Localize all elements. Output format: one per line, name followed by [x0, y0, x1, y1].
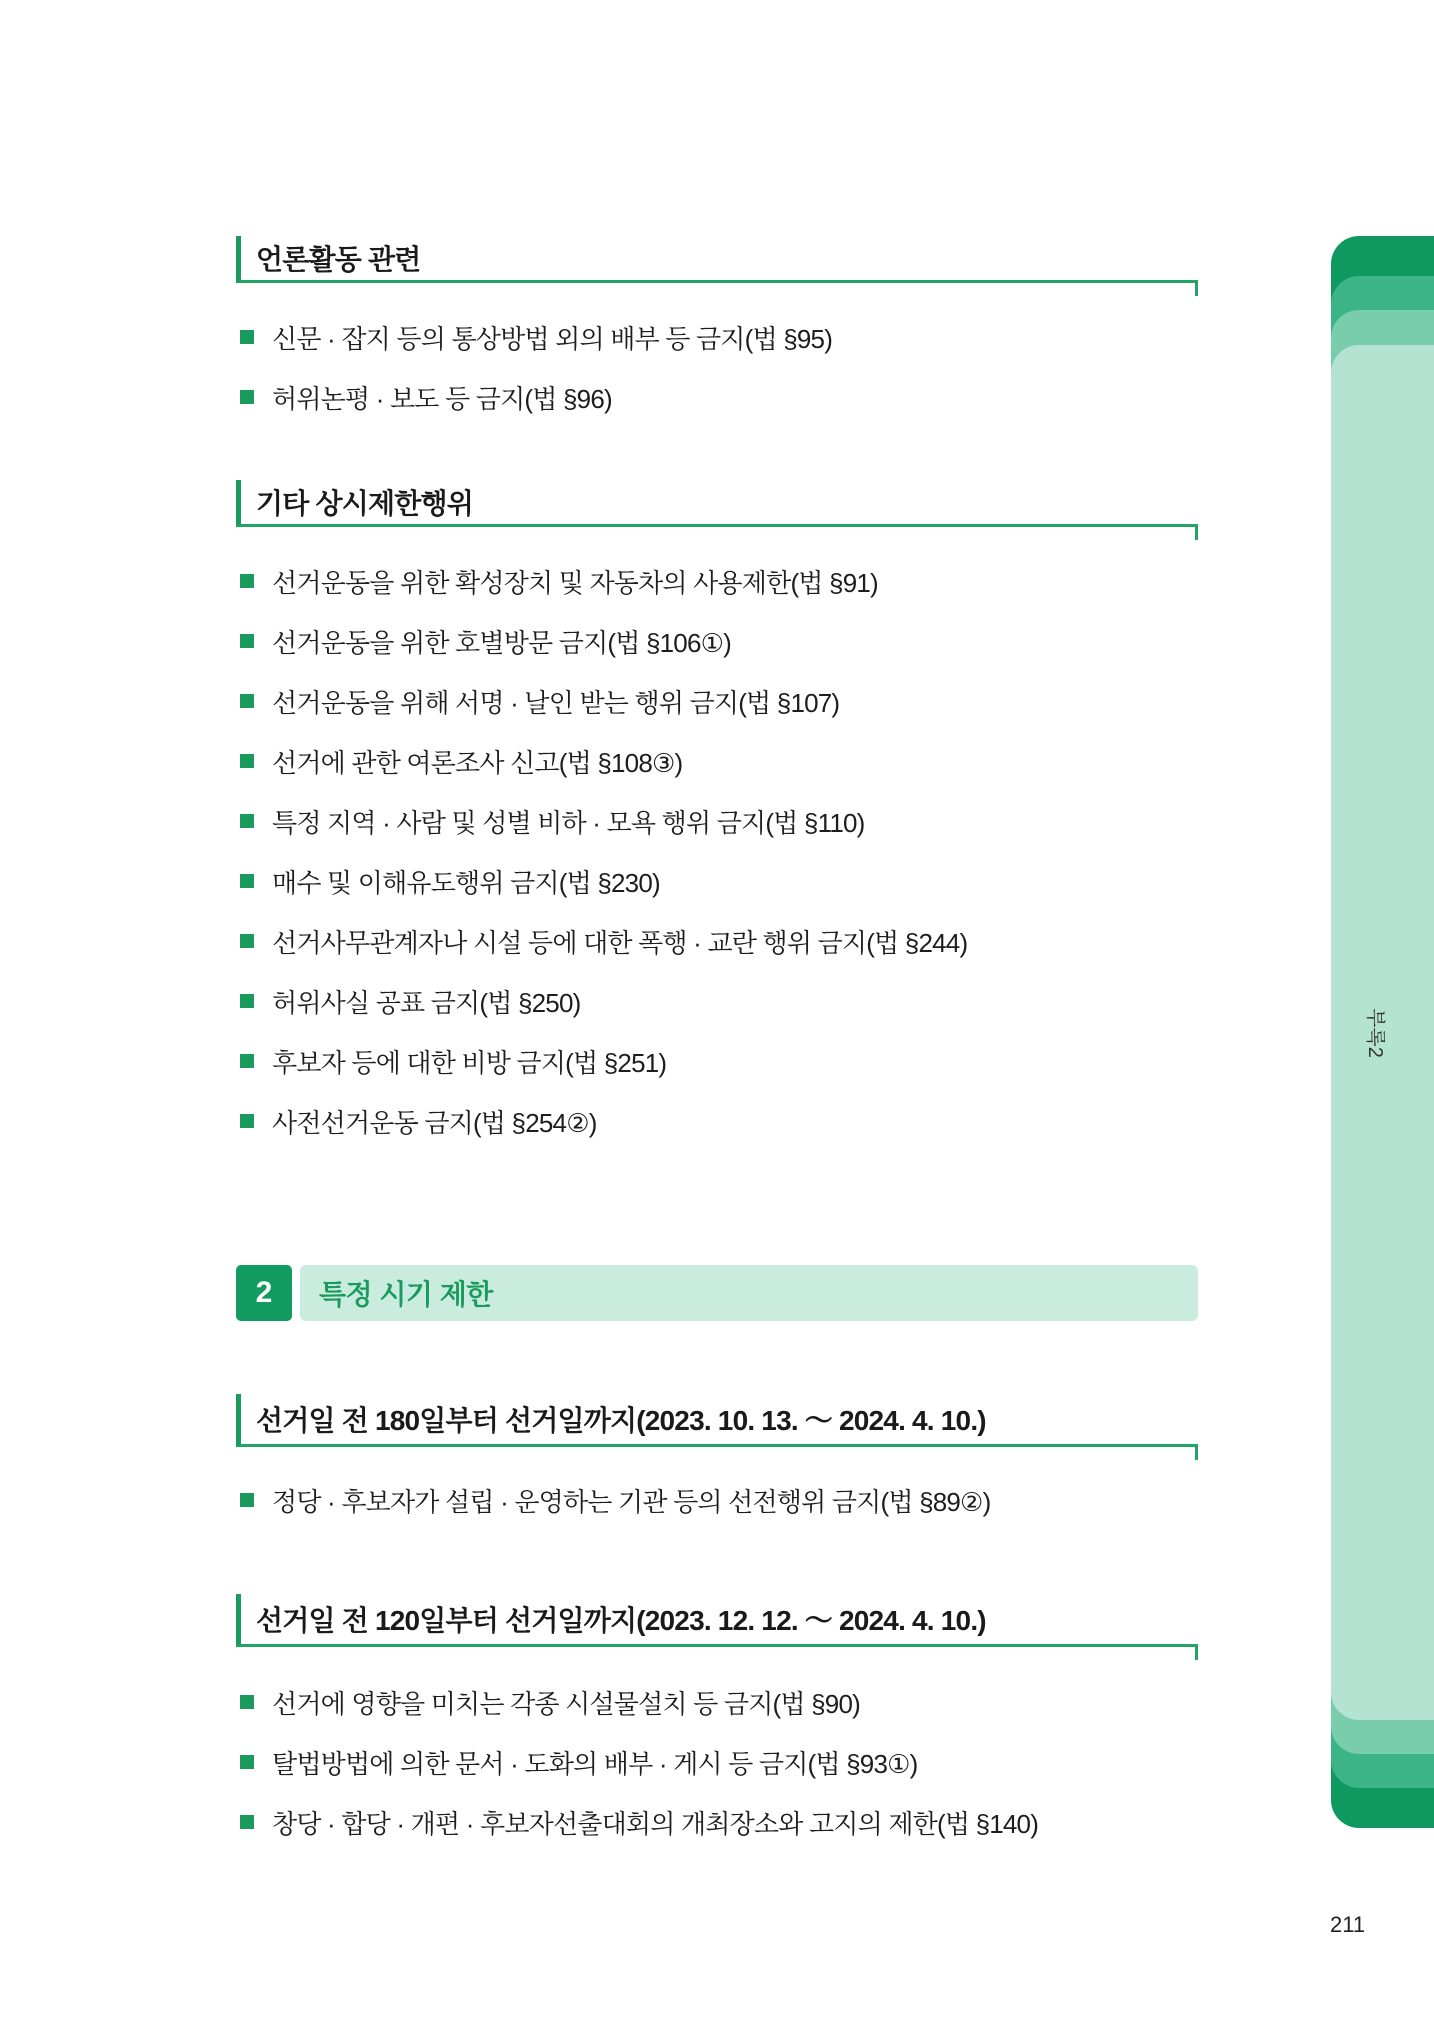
list-item: [240, 551, 967, 611]
heading-rule-tick: [1195, 524, 1198, 540]
square-bullet-icon: [240, 1493, 254, 1507]
list-item-text: 사전선거운동 금지(법 §254②): [272, 1107, 597, 1138]
square-bullet-icon: [240, 1755, 254, 1769]
list-item: [240, 367, 832, 427]
list-item: [240, 1031, 967, 1091]
list-item: [240, 307, 832, 367]
list-item-text: 매수 및 이해유도행위 금지(법 §230): [272, 867, 660, 898]
chapter-title-bar: [300, 1265, 1198, 1321]
list-item: [240, 1470, 990, 1530]
list-item-text: 선거운동을 위한 호별방문 금지(법 §106①): [272, 627, 731, 658]
square-bullet-icon: [240, 574, 254, 588]
heading-rule-tick: [1195, 1644, 1198, 1660]
list-item-text: 정당 · 후보자가 설립 · 운영하는 기관 등의 선전행위 금지(법 §89②): [272, 1486, 991, 1517]
square-bullet-icon: [240, 1114, 254, 1128]
list-item: [240, 971, 967, 1031]
list-item: [240, 911, 967, 971]
section-heading-180-days: [236, 1394, 1198, 1447]
list-item: [240, 1732, 1038, 1792]
item-list-other-restrictions: [240, 551, 967, 1151]
list-item: [240, 731, 967, 791]
list-item-text: 선거운동을 위해 서명 · 날인 받는 행위 금지(법 §107): [272, 687, 840, 718]
square-bullet-icon: [240, 1815, 254, 1829]
square-bullet-icon: [240, 694, 254, 708]
list-item: [240, 1672, 1038, 1732]
item-list-media: [240, 307, 832, 427]
list-item-text: 특정 지역 · 사람 및 성별 비하 · 모욕 행위 금지(법 §110): [272, 807, 865, 838]
list-item-text: 선거사무관계자나 시설 등에 대한 폭행 · 교란 행위 금지(법 §244): [272, 927, 968, 958]
list-item-text: 허위사실 공표 금지(법 §250): [272, 987, 581, 1018]
list-item: [240, 1091, 967, 1151]
square-bullet-icon: [240, 754, 254, 768]
list-item-text: 선거에 영향을 미치는 각종 시설물설치 등 금지(법 §90): [272, 1688, 860, 1719]
list-item-text: 허위논평 · 보도 등 금지(법 §96): [272, 383, 612, 414]
list-item-text: 후보자 등에 대한 비방 금지(법 §251): [272, 1047, 667, 1078]
section-heading-text: 선거일 전 180일부터 선거일까지(2023. 10. 13. ～ 2024. 4. 10.): [256, 1405, 986, 1436]
square-bullet-icon: [240, 390, 254, 404]
section-heading-text: 언론활동 관련: [256, 244, 421, 275]
square-bullet-icon: [240, 874, 254, 888]
section-heading-media: [236, 236, 1198, 283]
list-item: [240, 851, 967, 911]
list-item-text: 창당 · 합당 · 개편 · 후보자선출대회의 개최장소와 고지의 제한(법 §140): [272, 1808, 1039, 1839]
list-item: [240, 611, 967, 671]
item-list-180-days: [240, 1470, 990, 1530]
square-bullet-icon: [240, 814, 254, 828]
list-item-text: 신문 · 잡지 등의 통상방법 외의 배부 등 금지(법 §95): [272, 323, 833, 354]
square-bullet-icon: [240, 1054, 254, 1068]
square-bullet-icon: [240, 934, 254, 948]
square-bullet-icon: [240, 330, 254, 344]
list-item: [240, 1792, 1038, 1852]
heading-rule-tick: [1195, 1444, 1198, 1460]
list-item-text: 선거에 관한 여론조사 신고(법 §108③): [272, 747, 683, 778]
section-heading-120-days: [236, 1594, 1198, 1647]
heading-rule-tick: [1195, 280, 1198, 296]
list-item-text: 선거운동을 위한 확성장치 및 자동차의 사용제한(법 §91): [272, 567, 878, 598]
chapter-title-text: 특정 시기 제한: [319, 1279, 493, 1310]
item-list-120-days: [240, 1672, 1038, 1852]
square-bullet-icon: [240, 1695, 254, 1709]
list-item: [240, 791, 967, 851]
section-heading-text: 기타 상시제한행위: [256, 488, 473, 519]
list-item: [240, 671, 967, 731]
side-tab-label: 부록2: [1364, 1008, 1386, 1058]
page-number: 211: [1330, 1912, 1366, 1937]
square-bullet-icon: [240, 634, 254, 648]
section-heading-text: 선거일 전 120일부터 선거일까지(2023. 12. 12. ～ 2024. 4. 10.): [256, 1605, 986, 1636]
list-item-text: 탈법방법에 의한 문서 · 도화의 배부 · 게시 등 금지(법 §93①): [272, 1748, 918, 1779]
square-bullet-icon: [240, 994, 254, 1008]
chapter-number-badge: 2: [236, 1265, 292, 1321]
section-heading-other-restrictions: [236, 480, 1198, 527]
